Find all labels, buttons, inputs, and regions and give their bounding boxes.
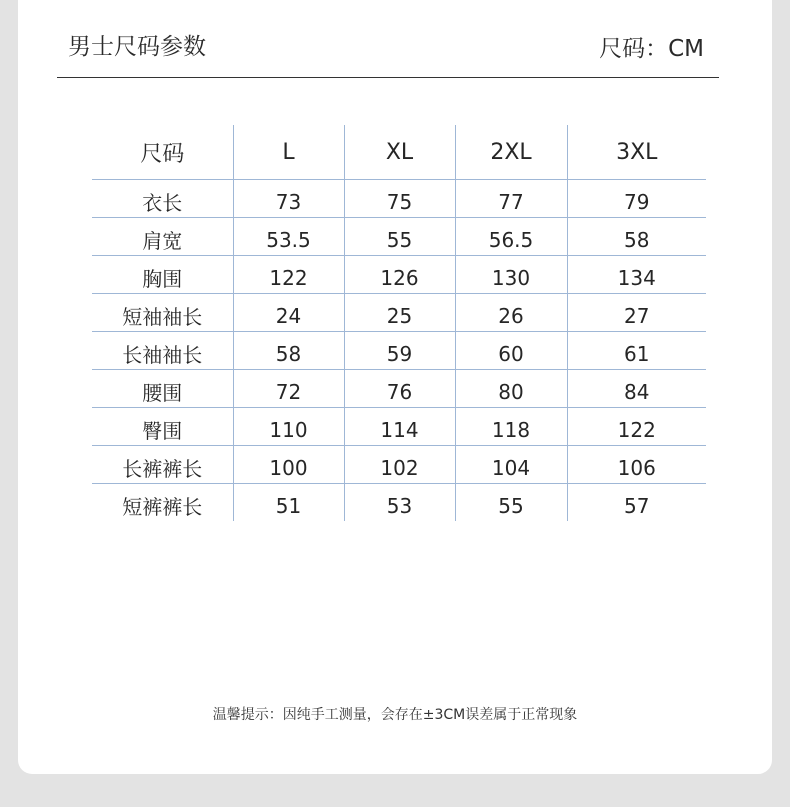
row-label: 短裤裤长 — [92, 484, 233, 522]
column-header-3xl: 3XL — [567, 125, 706, 180]
table-cell: 57 — [624, 494, 650, 518]
table-cell: 61 — [567, 332, 706, 370]
table-cell: 73 — [233, 180, 344, 218]
table-cell: 130 — [455, 256, 567, 294]
table-cell: 110 — [233, 408, 344, 446]
unit-label: 尺码：CM — [599, 36, 704, 62]
table-cell: 55 — [455, 484, 567, 522]
table-cell: 126 — [344, 256, 455, 294]
table-cell: 80 — [455, 370, 567, 408]
table-cell: 104 — [455, 446, 567, 484]
table-row — [92, 256, 706, 294]
table-cell: 114 — [344, 408, 455, 446]
table-header-row — [92, 125, 706, 180]
table-row — [92, 370, 706, 408]
table-cell: 51 — [233, 484, 344, 522]
table-cell: 55 — [344, 218, 455, 256]
table-cell: 60 — [455, 332, 567, 370]
table-cell: 53 — [344, 484, 455, 522]
table-cell: 134 — [567, 256, 706, 294]
row-label: 肩宽 — [92, 218, 233, 256]
column-header-xl: XL — [344, 125, 455, 180]
table-cell: 24 — [233, 294, 344, 332]
column-header-size: 尺码 — [92, 125, 233, 180]
table-cell: 100 — [233, 446, 344, 484]
table-cell: 122 — [567, 408, 706, 446]
measurement-note: 温馨提示：因纯手工测量，会存在±3CM误差属于正常现象 — [212, 707, 578, 723]
row-label: 长袖袖长 — [92, 332, 233, 370]
table-cell: 118 — [455, 408, 567, 446]
table-row — [92, 294, 706, 332]
table-cell: 56.5 — [455, 218, 567, 256]
table-row — [92, 332, 706, 370]
size-table — [92, 125, 706, 521]
row-label: 臀围 — [92, 408, 233, 446]
table-cell: 75 — [344, 180, 455, 218]
row-label: 短袖袖长 — [92, 294, 233, 332]
table-cell: 79 — [567, 180, 706, 218]
table-cell: 58 — [567, 218, 706, 256]
table-cell: 106 — [567, 446, 706, 484]
table-cell: 77 — [455, 180, 567, 218]
header-divider — [57, 77, 719, 78]
row-label: 衣长 — [92, 180, 233, 218]
table-cell: 122 — [233, 256, 344, 294]
table-cell: 102 — [344, 446, 455, 484]
table-cell: 53.5 — [233, 218, 344, 256]
row-label: 腰围 — [92, 370, 233, 408]
table-cell: 27 — [567, 294, 706, 332]
table-row — [92, 218, 706, 256]
table-row — [92, 484, 706, 522]
column-header-2xl: 2XL — [455, 125, 567, 180]
table-row — [92, 408, 706, 446]
table-cell: 72 — [233, 370, 344, 408]
page-title: 男士尺码参数 — [68, 34, 206, 60]
table-cell: 76 — [344, 370, 455, 408]
table-cell: 84 — [567, 370, 706, 408]
table-cell: 25 — [344, 294, 455, 332]
table-row — [92, 446, 706, 484]
row-label: 长裤裤长 — [92, 446, 233, 484]
row-label: 胸围 — [92, 256, 233, 294]
column-header-l: L — [233, 125, 344, 180]
table-cell: 58 — [233, 332, 344, 370]
table-cell: 26 — [455, 294, 567, 332]
table-row — [92, 180, 706, 218]
table-cell: 59 — [344, 332, 455, 370]
